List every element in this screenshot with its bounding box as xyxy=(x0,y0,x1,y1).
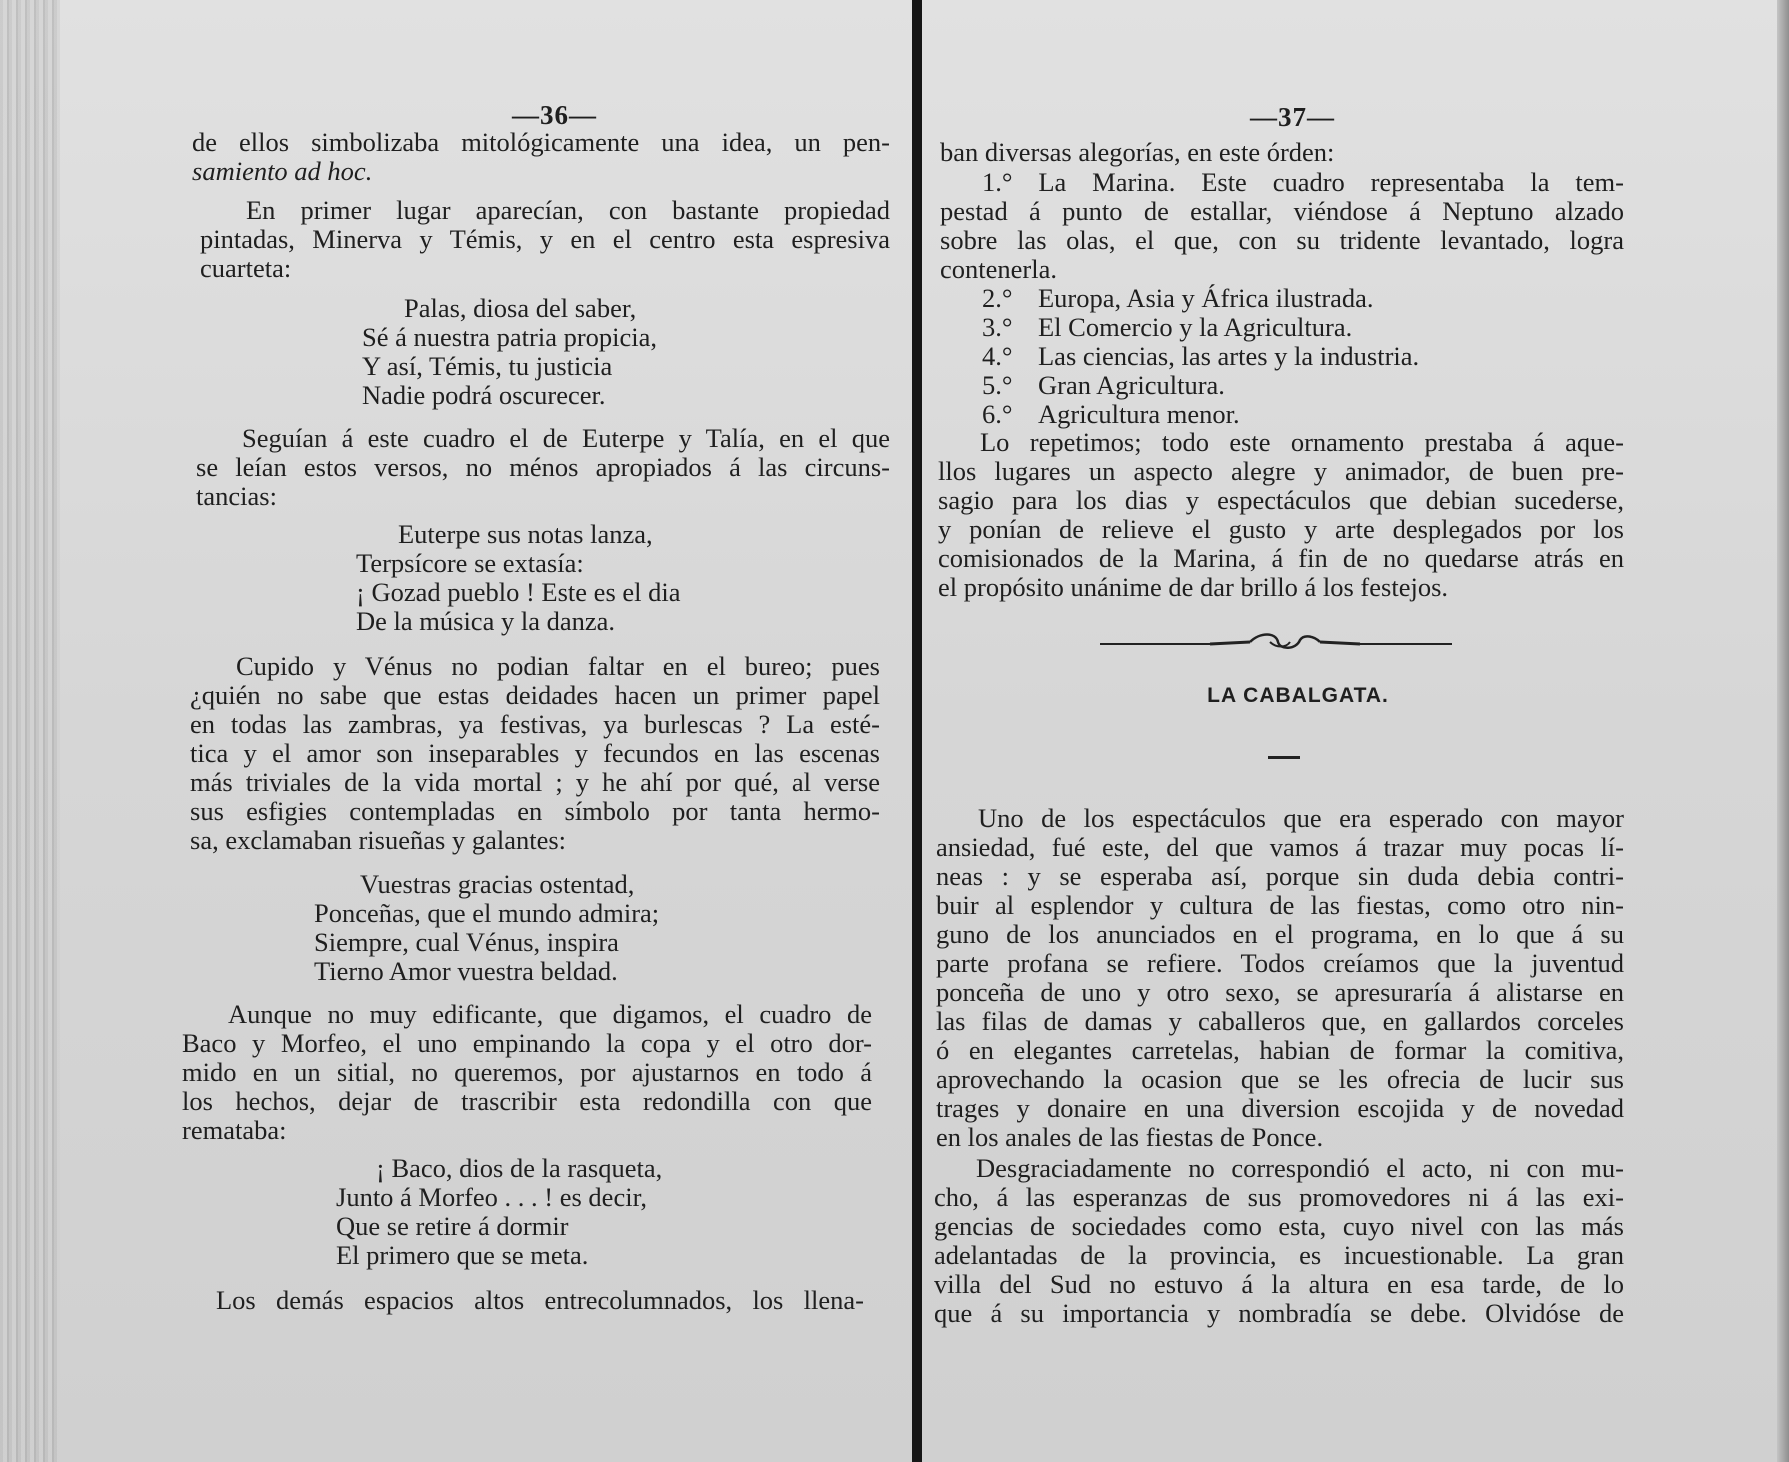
list-item-1 xyxy=(940,168,1624,284)
right-paragraph-3 xyxy=(934,1154,1624,1328)
text-line: sagio para los dias y espectáculos que debian sucederse, xyxy=(938,485,1624,515)
left-paragraph-2 xyxy=(196,424,890,511)
left-paragraph-3 xyxy=(190,652,880,855)
text-line: llos lugares un aspecto alegre y animador, de buen pre- xyxy=(938,456,1624,486)
verse-3 xyxy=(314,870,659,986)
text-line: adelantadas de la provincia, es incuestionable. La gran xyxy=(934,1240,1624,1270)
verse-4 xyxy=(336,1154,662,1270)
list-item xyxy=(982,400,1419,429)
text-line: ó en elegantes carretelas, habian de formar la comitiva, xyxy=(936,1035,1624,1065)
text-line: sobre las olas, el que, con su tridente levantado, logra xyxy=(940,225,1624,255)
text-line: en todas las zambras, ya festivas, ya burlescas ? La esté- xyxy=(190,709,880,739)
text-line: tancias: xyxy=(196,481,277,511)
text-line: ban diversas alegorías, en este órden: xyxy=(940,137,1335,167)
verse-line: ¡ Baco, dios de la rasqueta, xyxy=(376,1153,663,1183)
verse-line: Y así, Témis, tu justicia xyxy=(362,351,613,381)
list-text: Agricultura menor. xyxy=(1038,399,1240,429)
text-line: cho, á las esperanzas de sus promovedores ni á las exi- xyxy=(934,1182,1624,1212)
text-line: en los anales de las fiestas de Ponce. xyxy=(936,1122,1324,1152)
verse-line: Euterpe sus notas lanza, xyxy=(398,519,653,549)
verse-line: ¡ Gozad pueblo ! Este es el dia xyxy=(356,577,681,607)
text-line: Seguían á este cuadro el de Euterpe y Talía, en el que xyxy=(242,423,890,453)
verse-1 xyxy=(362,294,657,410)
text-line: tica y el amor son inseparables y fecundos en las escenas xyxy=(190,738,880,768)
list-text: Las ciencias, las artes y la industria. xyxy=(1038,341,1420,371)
text-line: y ponían de relieve el gusto y arte desplegados por los xyxy=(938,514,1624,544)
text-line: ansiedad, fué este, del que vamos á trazar muy pocas lí- xyxy=(936,832,1624,862)
text-line: samiento ad hoc. xyxy=(192,156,373,186)
list-number: 5.° xyxy=(982,370,1013,400)
text-line: más triviales de la vida mortal ; y he ahí por qué, al verse xyxy=(190,767,880,797)
text-line: sus esfigies contempladas en símbolo por tanta hermo- xyxy=(190,796,880,826)
text-line: Desgraciadamente no correspondió el acto, ni con mu- xyxy=(976,1153,1624,1183)
list-number: 4.° xyxy=(982,341,1013,371)
text-line: En primer lugar aparecían, con bastante propiedad xyxy=(246,195,890,225)
list-text: El Comercio y la Agricultura. xyxy=(1038,312,1353,342)
text-line: trages y donaire en una diversion escojida y de novedad xyxy=(936,1093,1624,1123)
list-item xyxy=(982,284,1419,313)
text-line: mido en un sitial, no queremos, por ajustarnos en todo á xyxy=(182,1057,872,1087)
page-edges xyxy=(0,0,60,1462)
text-line: Cupido y Vénus no podian faltar en el bureo; pues xyxy=(236,651,880,681)
right-paragraph-1 xyxy=(938,428,1624,602)
text-line: villa del Sud no estuvo á la altura en esa tarde, de lo xyxy=(934,1269,1624,1299)
verse-line: Tierno Amor vuestra beldad. xyxy=(314,956,618,986)
text-line: contenerla. xyxy=(940,254,1057,284)
list-number: 6.° xyxy=(982,399,1013,429)
list-text: Europa, Asia y África ilustrada. xyxy=(1038,283,1374,313)
right-page-edge xyxy=(1777,0,1789,1462)
text-line: Lo repetimos; todo este ornamento prestaba á aque- xyxy=(980,427,1624,457)
title-dash xyxy=(1268,756,1300,759)
list-item xyxy=(982,313,1419,342)
page-number-right: —37— xyxy=(1250,102,1335,132)
verse-line: Ponceñas, que el mundo admira; xyxy=(314,898,660,928)
text-line: gencias de sociedades como esta, cuyo nivel con las más xyxy=(934,1211,1624,1241)
text-line: que á su importancia y nombradía se debe. Olvidóse de xyxy=(934,1298,1624,1328)
text-line: Baco y Morfeo, el uno empinando la copa y el otro dor- xyxy=(182,1028,872,1058)
verse-line: Que se retire á dormir xyxy=(336,1211,569,1241)
text-line: cuarteta: xyxy=(200,253,292,283)
text-line: Los demás espacios altos entrecolumnados, los llena- xyxy=(216,1285,864,1315)
list-item xyxy=(982,371,1419,400)
allegory-list xyxy=(982,284,1419,429)
verse-line: Palas, diosa del saber, xyxy=(404,293,637,323)
left-paragraph-4 xyxy=(182,1000,872,1145)
verse-line: Nadie podrá oscurecer. xyxy=(362,380,606,410)
text-line: pestad á punto de estallar, viéndose á Neptuno alzado xyxy=(940,196,1624,226)
verse-line: Vuestras gracias ostentad, xyxy=(360,869,635,899)
left-paragraph-1 xyxy=(200,196,890,283)
text-line: comisionados de la Marina, á fin de no quedarse atrás en xyxy=(938,543,1624,573)
right-paragraph-2 xyxy=(936,804,1624,1152)
book-gutter xyxy=(912,0,922,1462)
left-paragraph-5 xyxy=(216,1286,864,1315)
text-line: sa, exclamaban risueñas y galantes: xyxy=(190,825,567,855)
text-line: buir al esplendor y cultura de las fiestas, como otro nin- xyxy=(936,890,1624,920)
right-intro xyxy=(940,138,1440,167)
text-line: los hechos, dejar de trascribir esta redondilla con que xyxy=(182,1086,872,1116)
page-number-left: —36— xyxy=(512,100,597,130)
text-line: el propósito unánime de dar brillo á los festejos. xyxy=(938,572,1449,602)
list-number: 3.° xyxy=(982,312,1013,342)
text-line: ¿quién no sabe que estas deidades hacen un primer papel xyxy=(190,680,880,710)
text-line: guno de los anunciados en el programa, en lo que á su xyxy=(936,919,1624,949)
list-number: 2.° xyxy=(982,283,1013,313)
ornament-divider xyxy=(1100,628,1452,656)
text-line: pintadas, Minerva y Témis, y en el centro esta espresiva xyxy=(200,224,890,254)
verse-line: El primero que se meta. xyxy=(336,1240,589,1270)
text-line: las filas de damas y caballeros que, en gallardos corceles xyxy=(936,1006,1624,1036)
text-line: se leían estos versos, no ménos apropiados á las circuns- xyxy=(196,452,890,482)
text-line: neas : y se esperaba así, porque sin duda debia contri- xyxy=(936,861,1624,891)
text-line: Aunque no muy edificante, que digamos, el cuadro de xyxy=(228,999,872,1029)
verse-line: De la música y la danza. xyxy=(356,606,615,636)
left-intro xyxy=(192,128,890,186)
verse-line: Terpsícore se extasía: xyxy=(356,548,584,578)
text-line: ponceña de uno y otro sexo, se apresuraría á alistarse en xyxy=(936,977,1624,1007)
text-line: aprovechando la ocasion que se les ofrecia de lucir sus xyxy=(936,1064,1624,1094)
list-item xyxy=(982,342,1419,371)
verse-line: Junto á Morfeo . . . ! es decir, xyxy=(336,1182,647,1212)
section-title: LA CABALGATA. xyxy=(1207,684,1389,707)
text-line: de ellos simbolizaba mitológicamente una idea, un pen- xyxy=(192,127,890,157)
text-line: 1.° La Marina. Este cuadro representaba la tem- xyxy=(982,167,1624,197)
verse-line: Sé á nuestra patria propicia, xyxy=(362,322,658,352)
text-line: parte profana se refiere. Todos creíamos que la juventud xyxy=(936,948,1624,978)
text-line: Uno de los espectáculos que era esperado con mayor xyxy=(978,803,1624,833)
text-line: remataba: xyxy=(182,1115,287,1145)
list-text: Gran Agricultura. xyxy=(1038,370,1225,400)
verse-2 xyxy=(356,520,681,636)
verse-line: Siempre, cual Vénus, inspira xyxy=(314,927,619,957)
